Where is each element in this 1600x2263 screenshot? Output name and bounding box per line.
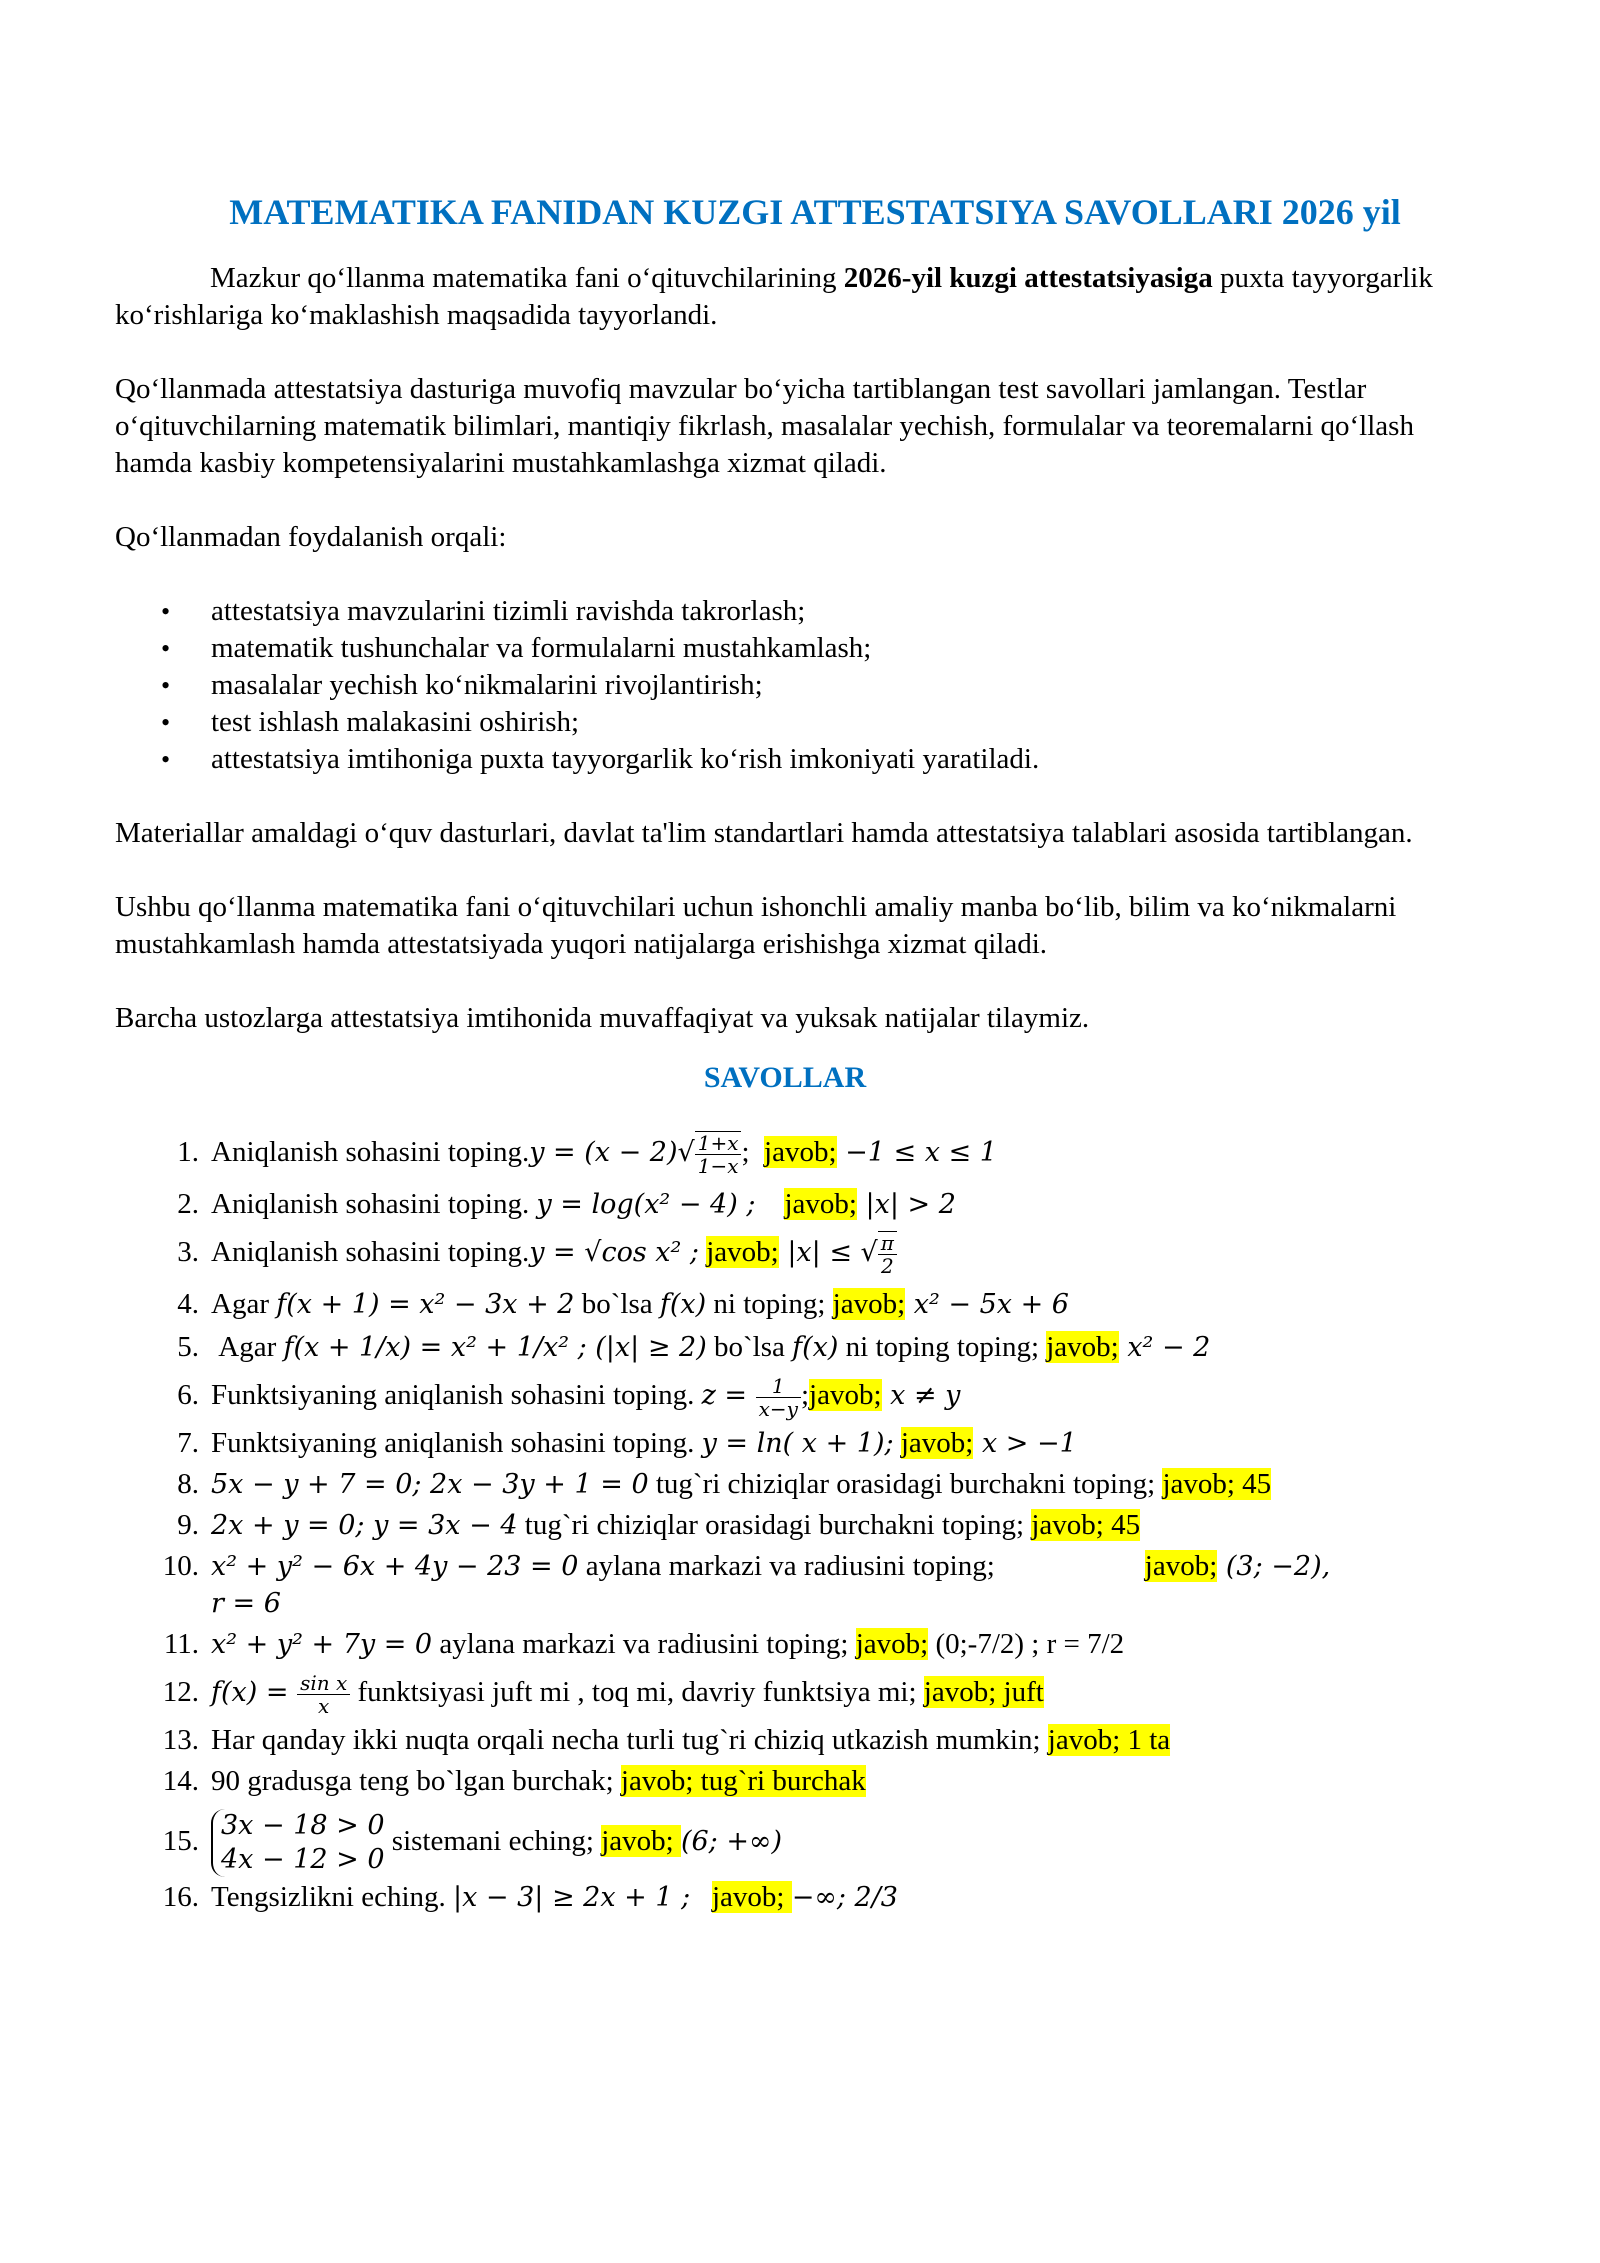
question-number: 15.: [162, 1825, 199, 1857]
question-text: Aniqlanish sohasini toping.: [211, 1136, 530, 1168]
question-math: x² + y² + 7y = 0: [211, 1629, 433, 1660]
question-item: [115, 1286, 1455, 1323]
question-number: 14.: [162, 1765, 199, 1797]
answer-value: −∞; 2/3: [791, 1882, 898, 1913]
answer-highlight: javob;: [764, 1136, 837, 1168]
question-number: 10.: [162, 1550, 199, 1582]
intro-paragraph-1: [115, 260, 1455, 334]
answer-highlight: javob;: [900, 1427, 974, 1459]
fraction: [297, 1672, 350, 1717]
answer-highlight: javob;: [1046, 1331, 1119, 1363]
question-text: 90 gradusga teng bo`lgan burchak;: [211, 1765, 621, 1797]
bullet-list: [115, 593, 1455, 778]
question-item: [115, 1366, 1455, 1425]
fraction-numerator: 1: [756, 1375, 801, 1398]
question-item: [115, 1804, 1455, 1879]
list-item: • attestatsiya mavzularini tizimli ravishda takrorlash;: [115, 593, 1455, 630]
answer-highlight: javob; 45: [1162, 1468, 1272, 1500]
fraction: [878, 1231, 897, 1277]
answer-value: (6; +∞): [680, 1826, 782, 1857]
list-item: • matematik tushunchalar va formulalarni mustahkamlash;: [115, 630, 1455, 667]
question-math: y = √cos x² ;: [529, 1237, 699, 1268]
intro-paragraph-2: Qo‘llanmada attestatsiya dasturiga muvofiq mavzular bo‘yicha tartiblangan test savollari jamlangan. Testlar o‘qituvchilarning matematik bilimlari, mantiqiy fikrlash, masalalar yechish, formulalar va teoremalarni qo‘llash hamda kasbiy kompetensiyalarini mustahkamlashga xizmat qiladi.: [115, 373, 1414, 479]
answer-highlight: javob;: [832, 1288, 906, 1320]
question-item: [115, 1425, 1455, 1462]
question-math: f(x + 1/x) = x² + 1/x² ; (|x| ≥ 2): [283, 1332, 707, 1363]
document-page: [115, 190, 1455, 1916]
question-item: [115, 1507, 1455, 1544]
answer-value: x² − 5x + 6: [905, 1289, 1069, 1320]
fraction-denominator: 1−x: [697, 1154, 739, 1179]
question-text: Har qanday ikki nuqta orqali necha turli tug`ri chiziq utkazish mumkin;: [211, 1724, 1048, 1756]
intro-paragraph-4: Materiallar amaldagi o‘quv dasturlari, davlat ta'lim standartlari hamda attestatsiya talablari asosida tartiblangan.: [115, 817, 1413, 849]
system-equation: 4x − 12 > 0: [221, 1844, 385, 1876]
question-item: [115, 1626, 1455, 1663]
question-number: 6.: [177, 1379, 199, 1411]
question-number: 7.: [177, 1427, 199, 1459]
question-text: aylana markazi va radiusini toping;: [432, 1628, 856, 1660]
answer-highlight: javob;: [601, 1825, 681, 1857]
intro-paragraph-5: Ushbu qo‘llanma matematika fani o‘qituvchilari uchun ishonchli amaliy manba bo‘lib, bilim va ko‘nikmalarni mustahkamlash hamda attestatsiyada yuqori natijalarga erishishga xizmat qiladi.: [115, 891, 1397, 960]
question-text: tug`ri chiziqlar orasidagi burchakni toping;: [517, 1509, 1032, 1541]
question-math: f(x + 1) = x² − 3x + 2: [276, 1289, 575, 1320]
answer-value: x ≠ y: [881, 1380, 961, 1411]
question-text: Agar: [211, 1288, 277, 1320]
answer-highlight: javob; tug`ri burchak: [620, 1765, 866, 1797]
question-text: tug`ri chiziqlar orasidagi burchakni toping;: [648, 1468, 1163, 1500]
question-number: 16.: [162, 1881, 199, 1913]
fraction-numerator: sin x: [297, 1672, 350, 1695]
question-math: y = ln( x + 1);: [701, 1428, 894, 1459]
question-math: x² + y² − 6x + 4y − 23 = 0: [211, 1551, 579, 1582]
fraction: [756, 1375, 801, 1420]
list-item: • test ishlash malakasini oshirish;: [115, 704, 1455, 741]
answer-highlight: javob;: [1144, 1550, 1218, 1582]
questions-list: [115, 1123, 1455, 1916]
question-math: ;: [800, 1379, 810, 1411]
question-math: z =: [701, 1380, 756, 1411]
answer-value: |x| ≤ √: [778, 1237, 878, 1268]
question-number: 11.: [163, 1628, 199, 1660]
question-item: [115, 1123, 1455, 1182]
intro-text: puxta tayyorgarlik ko‘rishlariga ko‘maklashish maqsadida tayyorlandi.: [115, 262, 1433, 331]
question-number: 4.: [177, 1288, 199, 1320]
question-text: ni toping toping;: [838, 1331, 1047, 1363]
system-equation: 3x − 18 > 0: [221, 1810, 385, 1842]
question-math: y = (x − 2)√: [529, 1137, 695, 1168]
question-item: [115, 1329, 1455, 1366]
question-number: 13.: [162, 1724, 199, 1756]
question-math: 2x + y = 0; y = 3x − 4: [211, 1510, 518, 1541]
answer-value: (3; −2),: [1217, 1551, 1331, 1582]
question-text: Aniqlanish sohasini toping.: [211, 1236, 530, 1268]
equation-system: [211, 1809, 385, 1877]
intro-paragraph-6: Barcha ustozlarga attestatsiya imtihonida muvaffaqiyat va yuksak natijalar tilaymiz.: [115, 1002, 1090, 1034]
question-math: f(x): [659, 1289, 707, 1320]
question-item: [115, 1466, 1455, 1503]
question-number: 12.: [162, 1676, 199, 1708]
question-item: [115, 1879, 1455, 1916]
question-item: [115, 1763, 1455, 1800]
question-text: bo`lsa: [706, 1331, 793, 1363]
question-item: [115, 1548, 1455, 1622]
fraction-denominator: 2: [880, 1254, 894, 1279]
intro-text: Mazkur qo‘llanma matematika fani o‘qituvchilarining: [210, 262, 844, 294]
fraction-denominator: x: [318, 1693, 330, 1718]
answer-highlight: javob;: [784, 1188, 857, 1220]
answer-highlight: javob; 45: [1031, 1509, 1141, 1541]
question-text: bo`lsa: [574, 1288, 660, 1320]
question-item: [115, 1223, 1455, 1282]
question-item: [115, 1186, 1455, 1223]
answer-highlight: javob;: [706, 1236, 779, 1268]
question-math: 5x − y + 7 = 0; 2x − 3y + 1 = 0: [211, 1469, 649, 1500]
question-text: aylana markazi va radiusini toping;: [578, 1550, 995, 1582]
fraction-numerator: 1+x: [695, 1132, 742, 1155]
question-text: sistemani eching;: [384, 1825, 602, 1857]
question-math: f(x): [792, 1332, 839, 1363]
intro-bold-text: 2026-yil kuzgi attestatsiyasiga: [843, 262, 1213, 294]
question-math: |x − 3| ≥ 2x + 1 ;: [453, 1882, 691, 1913]
answer-value: r = 6: [211, 1588, 281, 1619]
answer-value: (0;-7/2) ;: [928, 1628, 1040, 1660]
question-math: f(x) =: [211, 1677, 298, 1708]
question-text: Funktsiyaning aniqlanish sohasini toping.: [211, 1427, 702, 1459]
question-number: 2.: [177, 1188, 199, 1220]
answer-value: −1 ≤ x ≤ 1: [836, 1137, 997, 1168]
answer-value: x² − 2: [1118, 1332, 1211, 1363]
question-text: Funktsiyaning aniqlanish sohasini toping.: [211, 1379, 702, 1411]
answer-value: x > −1: [973, 1428, 1077, 1459]
question-text: Agar: [218, 1331, 284, 1363]
question-number: 9.: [177, 1509, 199, 1541]
fraction: [695, 1131, 742, 1177]
question-number: 8.: [177, 1468, 199, 1500]
answer-highlight: javob; juft: [923, 1676, 1044, 1708]
fraction-denominator: x−y: [758, 1396, 798, 1421]
question-number: 5.: [177, 1331, 199, 1363]
question-text: ni toping;: [706, 1288, 833, 1320]
question-number: 3.: [177, 1236, 199, 1268]
answer-value: r = 7/2: [1039, 1628, 1125, 1660]
answer-highlight: javob;: [711, 1881, 792, 1913]
question-text: Tengsizlikni eching.: [211, 1881, 453, 1913]
question-item: [115, 1663, 1455, 1722]
question-number: 1.: [177, 1136, 199, 1168]
list-item: • attestatsiya imtihoniga puxta tayyorgarlik ko‘rish imkoniyati yaratiladi.: [115, 741, 1455, 778]
answer-highlight: javob;: [809, 1379, 882, 1411]
list-item: • masalalar yechish ko‘nikmalarini rivojlantirish;: [115, 667, 1455, 704]
questions-title: SAVOLLAR: [703, 1061, 867, 1094]
question-text: Aniqlanish sohasini toping.: [211, 1188, 537, 1220]
page-title: MATEMATIKA FANIDAN KUZGI ATTESTATSIYA SAVOLLARI 2026 yil: [229, 192, 1401, 232]
answer-highlight: javob;: [855, 1628, 929, 1660]
answer-highlight: javob; 1 ta: [1047, 1724, 1171, 1756]
intro-paragraph-3: Qo‘llanmadan foydalanish orqali:: [115, 521, 507, 553]
question-math: y = log(x² − 4) ;: [536, 1189, 756, 1220]
question-math: ;: [741, 1136, 750, 1168]
fraction-numerator: π: [878, 1232, 897, 1255]
answer-value: |x| > 2: [856, 1189, 956, 1220]
question-text: funktsiyasi juft mi , toq mi, davriy funktsiya mi;: [350, 1676, 924, 1708]
question-item: [115, 1722, 1455, 1759]
